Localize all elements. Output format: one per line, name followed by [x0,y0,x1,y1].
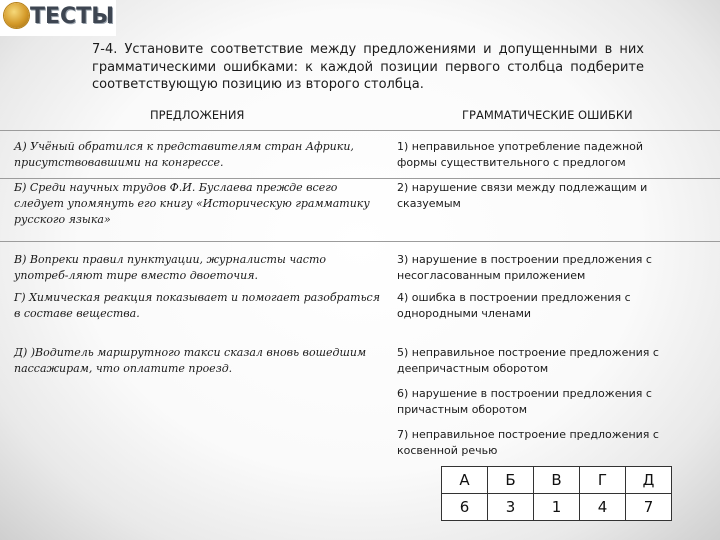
header-errors: ГРАММАТИЧЕСКИЕ ОШИБКИ [462,108,633,122]
answer-letter: Б [488,467,534,494]
answer-number: 7 [626,494,672,521]
row-separator [0,178,720,179]
sentence-g: Г) Химическая реакция показывает и помогает разобраться в составе вещества. [14,291,381,320]
number-badge-icon [4,3,29,28]
error-4: 4) ошибка в построении предложения с однородными членами [397,291,631,320]
error-6: 6) нарушение в построении предложения с причастным оборотом [397,387,652,416]
answer-numbers-row [442,494,672,521]
answer-letter: Г [580,467,626,494]
answer-letter: В [534,467,580,494]
answer-table [441,466,672,521]
answer-letter: А [442,467,488,494]
sentence-v: В) Вопреки правил пунктуации, журналисты часто употреб-ляют тире вместо двоеточия. [14,253,327,282]
sentence-a: А) Учёный обратился к представителям стран Африки, присутствовавшими на конгрессе. [14,140,354,169]
error-3: 3) нарушение в построении предложения с несогласованным приложением [397,253,652,282]
row-separator [0,241,720,242]
sentence-b: Б) Среди научных трудов Ф.И. Буслаева прежде всего следует упомянуть его книгу «Историческую грамматику русского языка» [14,181,370,226]
answer-letter: Д [626,467,672,494]
error-1: 1) неправильное употребление падежной формы существительного с предлогом [397,140,644,169]
error-5: 5) неправильное построение предложения с деепричастным оборотом [397,346,659,375]
answer-number: 6 [442,494,488,521]
logo [0,0,116,36]
answer-letters-row [442,467,672,494]
row-separator [0,130,720,131]
header-sentences: ПРЕДЛОЖЕНИЯ [150,108,245,122]
answer-number: 1 [534,494,580,521]
answer-number: 3 [488,494,534,521]
error-2: 2) нарушение связи между подлежащим и сказуемым [397,181,648,210]
error-7: 7) неправильное построение предложения с косвенной речью [397,428,659,457]
sentence-d: Д) )Водитель маршрутного такси сказал вновь вошедшим пассажирам, что оплатите проезд. [14,346,367,375]
logo-text: ТЕСТЫ [30,4,114,29]
question-text: 7-4. Установите соответствие между предложениями и допущенными в них грамматическими ошибками: к каждой позиции первого столбца подберите соответствующую позицию из второго столбца. [92,42,644,92]
answer-number: 4 [580,494,626,521]
